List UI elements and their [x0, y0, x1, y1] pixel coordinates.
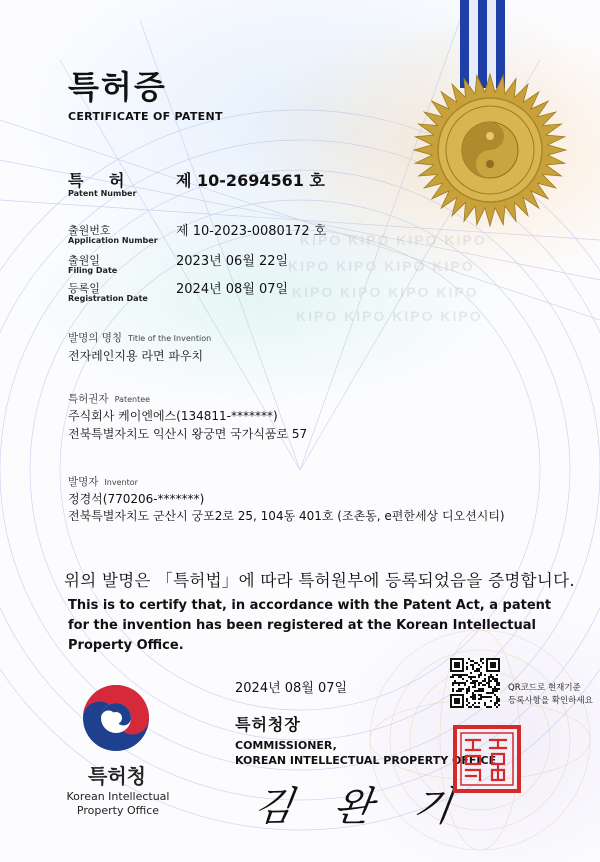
certification-statement-ko: 위의 발명은 「특허법」에 따라 특허원부에 등록되었음을 증명합니다.: [64, 571, 575, 590]
patentee-name: 주식회사 케이엔에스(134811-*******): [68, 409, 278, 423]
kipo-watermark: KIPO KIPO KIPO KIPO: [296, 308, 483, 324]
patentee-label-en: Patentee: [114, 395, 151, 404]
kipo-watermark: KIPO KIPO KIPO KIPO: [300, 232, 487, 248]
patent-number-label: 특 허: [68, 171, 135, 190]
issue-date: 2024년 08월 07일: [235, 681, 348, 696]
patentee-address: 전북특별자치도 익산시 왕궁면 국가식품로 57: [68, 427, 308, 441]
patentee-label-ko: 특허권자: [68, 393, 109, 405]
application-number-label: 출원번호: [68, 224, 111, 237]
kipo-watermark: KIPO KIPO KIPO KIPO: [292, 284, 479, 300]
kipo-logo-name: 특허청: [88, 764, 146, 788]
application-number-value: 제 10-2023-0080172 호: [176, 224, 327, 239]
inventor-label-ko: 발명자: [68, 476, 99, 488]
kipo-logo-name-en-line2: Property Office: [76, 804, 160, 817]
qr-note-line1: QR코드로 현재기준: [508, 683, 581, 693]
registration-date-label-en: Registration Date: [68, 294, 148, 303]
commissioner-title-en-line2: KOREAN INTELLECTUAL PROPERTY OFFICE: [235, 754, 497, 767]
registration-date-value: 2024년 08월 07일: [176, 282, 289, 297]
patent-number-label-en: Patent Number: [68, 189, 137, 198]
inventor-address: 전북특별자치도 군산시 궁포2로 25, 104동 401호 (조촌동, e편한세상 디오션시티): [68, 509, 505, 523]
kipo-watermark: KIPO KIPO KIPO KIPO: [288, 258, 475, 274]
kipo-logo-name-en: [58, 790, 178, 818]
patent-number-value: 제 10-2694561 호: [176, 171, 325, 190]
qr-code[interactable]: [450, 658, 500, 708]
kipo-logo-name-en-line1: Korean Intellectual: [66, 790, 170, 803]
qr-note-line2: 등록사항을 확인하세요: [508, 696, 593, 706]
invention-label-en: Title of the Invention: [128, 334, 212, 343]
certificate-title-en: CERTIFICATE OF PATENT: [68, 110, 223, 123]
filing-date-label-en: Filing Date: [68, 266, 118, 275]
commissioner-signature: 김 완 기: [251, 784, 470, 830]
inventor-label: [68, 474, 138, 489]
registration-date-label: 등록일: [68, 282, 100, 295]
invention-label-ko: 발명의 명칭: [68, 332, 123, 344]
invention-title: 전자레인지용 라면 파우치: [68, 349, 204, 363]
kipo-logo-emblem: [80, 682, 152, 754]
application-number-label-en: Application Number: [68, 236, 158, 245]
filing-date-value: 2023년 06월 22일: [176, 254, 289, 269]
inventor-label-en: Inventor: [104, 478, 138, 487]
certification-statement-en: This is to certify that, in accordance with the Patent Act, a patent for the invention has been registered at the Korean Intellectual Property Office.: [68, 598, 552, 653]
commissioner-title-en-line1: COMMISSIONER,: [235, 739, 337, 752]
invention-label: [68, 330, 211, 345]
inventor-name: 정경석(770206-*******): [68, 492, 205, 506]
certificate-title: 특허증: [68, 68, 167, 106]
filing-date-label: 출원일: [68, 254, 100, 267]
commissioner-title: 특허청장: [235, 715, 301, 734]
official-stamp: [452, 724, 522, 794]
gold-seal: [410, 70, 570, 230]
patentee-label: [68, 391, 150, 406]
qr-note: [508, 682, 593, 708]
